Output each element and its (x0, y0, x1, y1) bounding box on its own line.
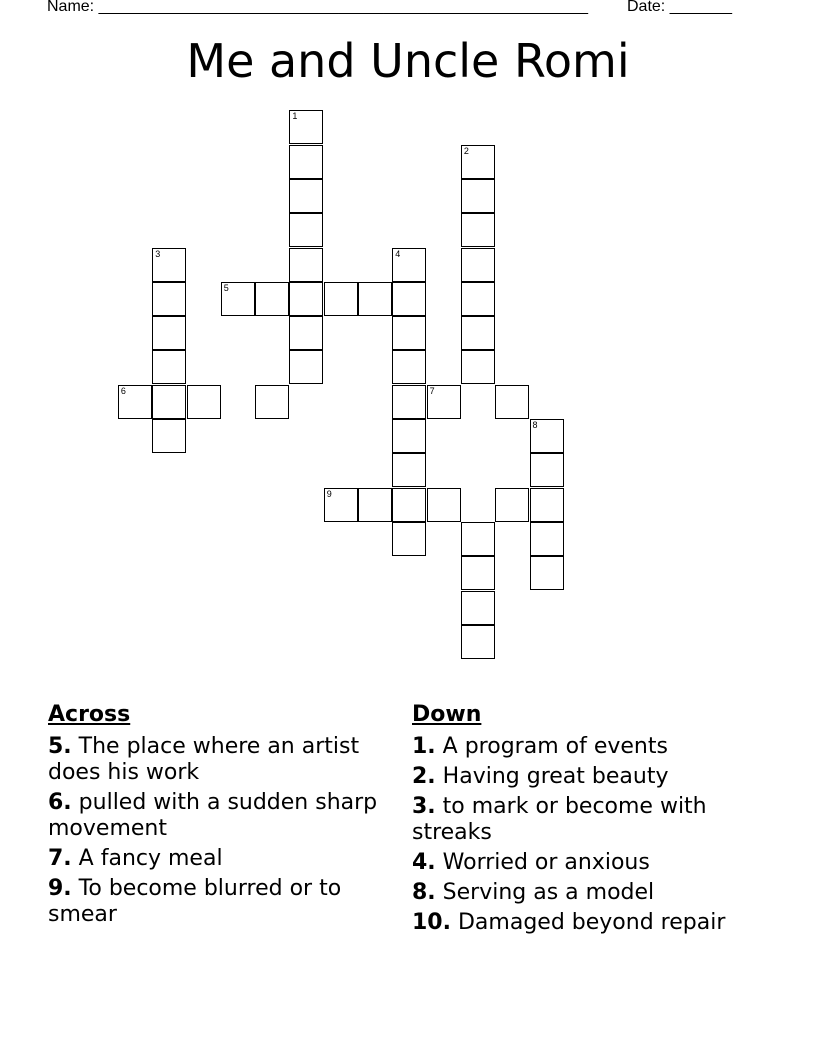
clue-number-label: 9 (326, 488, 332, 499)
clue-down-2 (412, 764, 772, 790)
clue-number-label: 1 (292, 111, 298, 122)
grid-cell[interactable] (255, 282, 289, 316)
clue-number: 2. (412, 764, 436, 789)
grid-cell[interactable] (289, 248, 323, 282)
grid-cell[interactable] (461, 591, 495, 625)
grid-cell[interactable] (461, 316, 495, 350)
grid-cell[interactable] (461, 145, 495, 179)
grid-cell[interactable] (530, 419, 564, 453)
grid-cell[interactable] (461, 179, 495, 213)
grid-cell[interactable] (289, 179, 323, 213)
clue-number: 6. (48, 790, 72, 815)
grid-cell[interactable] (255, 385, 289, 419)
clue-number: 7. (48, 846, 72, 871)
grid-cell[interactable] (152, 350, 186, 384)
grid-cell[interactable] (152, 316, 186, 350)
clue-text: to mark or become with streaks (412, 794, 707, 845)
clue-number-label: 2 (463, 145, 469, 156)
clue-number-label: 8 (532, 420, 538, 430)
clue-across-7 (48, 846, 388, 872)
clue-text: The place where an artist does his work (48, 734, 360, 785)
grid-cell[interactable] (392, 248, 426, 282)
grid-cell[interactable] (118, 385, 152, 419)
grid-cell[interactable] (187, 385, 221, 419)
grid-cell[interactable] (358, 282, 392, 316)
grid-cell[interactable] (289, 282, 323, 316)
clue-number-label: 7 (429, 385, 435, 396)
grid-cell[interactable] (221, 282, 255, 316)
grid-cell[interactable] (324, 282, 358, 316)
grid-cell[interactable] (530, 522, 564, 556)
grid-cell[interactable] (358, 488, 392, 522)
clue-number-label: 3 (155, 248, 161, 259)
grid-cell[interactable] (392, 522, 426, 556)
clue-text: To become blurred or to smear (48, 876, 342, 927)
clue-down-10 (412, 910, 772, 936)
across-heading: Across (48, 702, 131, 727)
clue-down-8 (412, 880, 772, 906)
clue-number: 3. (412, 794, 436, 819)
across-clues (48, 702, 388, 932)
clue-number: 1. (412, 734, 436, 759)
clue-number: 9. (48, 876, 72, 901)
grid-cell[interactable] (461, 522, 495, 556)
grid-cell[interactable] (392, 316, 426, 350)
grid-cell[interactable] (152, 282, 186, 316)
grid-cell[interactable] (461, 248, 495, 282)
grid-cell[interactable] (427, 488, 461, 522)
clue-number-label: 6 (120, 385, 126, 396)
grid-cell[interactable] (530, 488, 564, 522)
grid-cell[interactable] (461, 556, 495, 590)
grid-cell[interactable] (392, 385, 426, 419)
grid-cell[interactable] (461, 625, 495, 659)
grid-cell[interactable] (427, 385, 461, 419)
clue-down-4 (412, 850, 772, 876)
grid-cell[interactable] (392, 453, 426, 487)
grid-cell[interactable] (152, 419, 186, 453)
clue-number: 4. (412, 850, 436, 875)
grid-cell[interactable] (530, 556, 564, 590)
down-clues (412, 702, 772, 940)
grid-cell[interactable] (289, 316, 323, 350)
clue-text: Worried or anxious (442, 850, 650, 875)
date-field-line: Date: _______ (627, 0, 732, 15)
page-title: Me and Uncle Romi (186, 34, 630, 88)
clue-text: A fancy meal (78, 846, 223, 871)
grid-cell[interactable] (392, 282, 426, 316)
grid-cell[interactable] (461, 350, 495, 384)
grid-cell[interactable] (495, 385, 529, 419)
clue-number: 8. (412, 880, 436, 905)
clue-across-6 (48, 790, 388, 842)
grid-cell[interactable] (324, 488, 358, 522)
clue-across-9 (48, 876, 388, 928)
grid-cell[interactable] (461, 282, 495, 316)
clue-text: pulled with a sudden sharp movement (48, 790, 378, 841)
grid-cell[interactable] (530, 453, 564, 487)
grid-cell[interactable] (152, 248, 186, 282)
grid-cell[interactable] (152, 385, 186, 419)
grid-cell[interactable] (392, 488, 426, 522)
name-field-line: Name: _______________________________________________________ (47, 0, 588, 15)
grid-cell[interactable] (289, 110, 323, 144)
clue-down-3 (412, 794, 772, 846)
down-heading: Down (412, 702, 482, 727)
clue-number-label: 5 (223, 282, 229, 293)
grid-cell[interactable] (392, 350, 426, 384)
clue-text: A program of events (442, 734, 668, 759)
grid-cell[interactable] (495, 488, 529, 522)
clue-text: Serving as a model (442, 880, 655, 905)
grid-cell[interactable] (289, 213, 323, 247)
grid-cell[interactable] (289, 145, 323, 179)
clue-down-1 (412, 734, 772, 760)
grid-cell[interactable] (289, 350, 323, 384)
clue-text: Having great beauty (442, 764, 669, 789)
clue-number-label: 4 (395, 248, 401, 259)
clue-text: Damaged beyond repair (457, 910, 726, 935)
clue-number: 10. (412, 910, 451, 935)
grid-cell[interactable] (392, 419, 426, 453)
clue-across-5 (48, 734, 388, 786)
grid-cell[interactable] (461, 213, 495, 247)
clue-number: 5. (48, 734, 72, 759)
